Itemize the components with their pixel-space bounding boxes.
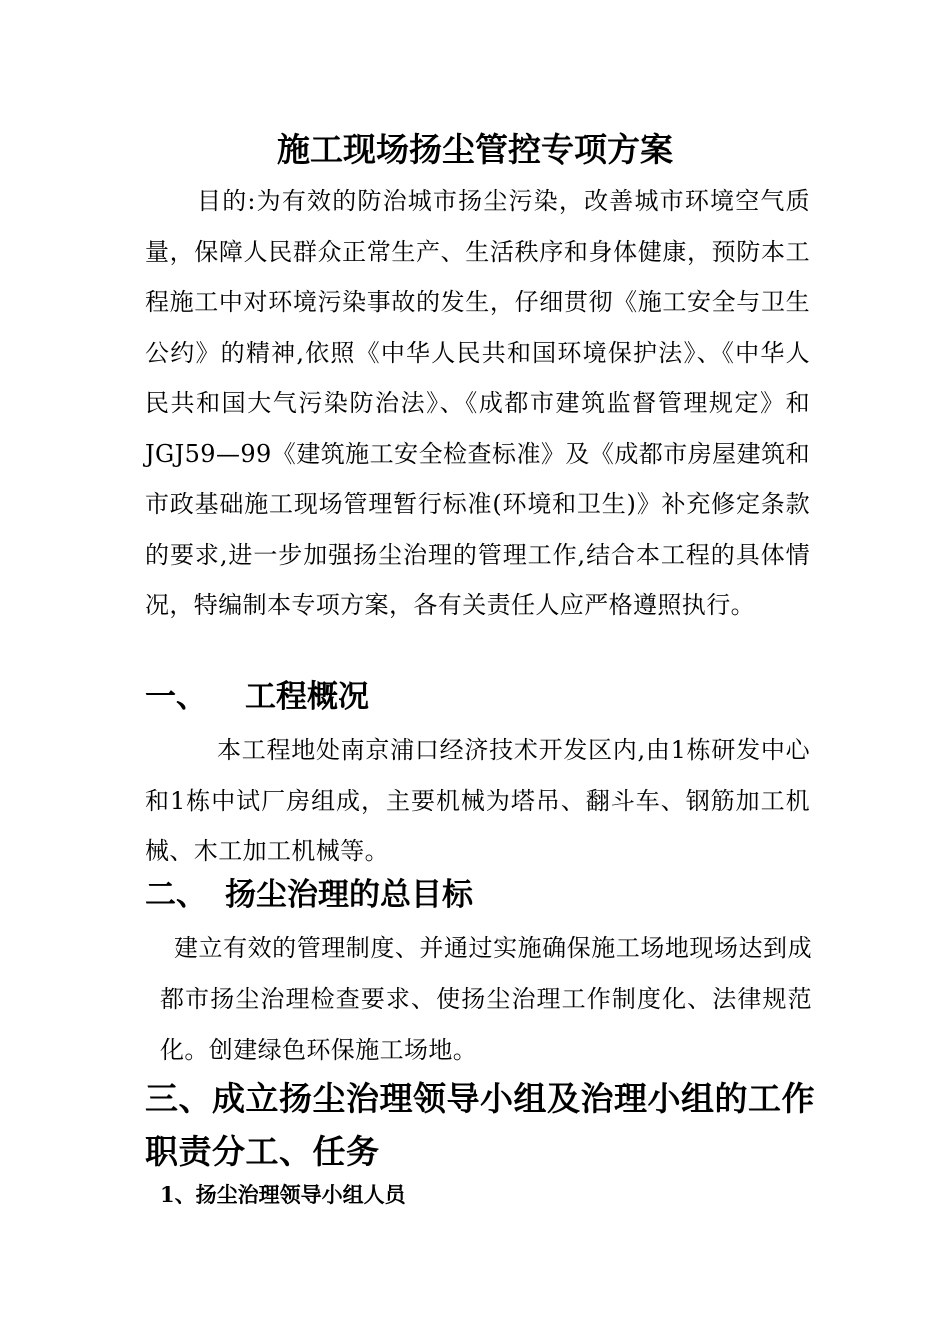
section-heading-overview (145, 673, 369, 721)
section-title: 成立扬尘治理领导小组及治理小组的工作职责分工、任务 (145, 1079, 815, 1171)
section-title: 扬尘治理的总目标 (225, 877, 473, 913)
section-heading-goal (145, 871, 473, 919)
goal-paragraph: 建立有效的管理制度、并通过实施确保施工场地现场达到成都市扬尘治理检查要求、使扬尘治理工作制度化、法律规范化。创建绿色环保施工场地。 (160, 934, 812, 1064)
overview-paragraph: 本工程地处南京浦口经济技术开发区内,由1栋研发中心和1栋中试厂房组成，主要机械为塔吊、翻斗车、钢筋加工机械、木工加工机械等。 (145, 736, 810, 865)
intro-paragraph: 目的:为有效的防治城市扬尘污染，改善城市环境空气质量，保障人民群众正常生产、生活秩序和身体健康，预防本工程施工中对环境污染事故的发生，仔细贯彻《施工安全与卫生公约》的精神,依照《中华人民共和国环境保护法》、《中华人民共和国大气污染防治法》、《成都市建筑监督管理规定》和 JGJ59—99《建筑施工安全检查标准》及《成都市房屋建筑和市政基础施工现场管理暂行标准(环境和卫生)》补充修定条款的要求,进一步加强扬尘治理的管理工作,结合本工程的具体情况，特编制本专项方案，各有关责任人应严格遵照执行。 (145, 187, 810, 619)
section-title: 工程概况 (245, 679, 369, 715)
section-number: 一、 (145, 679, 207, 715)
section-number: 二、 (145, 877, 207, 913)
subsection-heading-leadership-group: 1、扬尘治理领导小组人员 (160, 1182, 406, 1207)
section-heading-organization (145, 1072, 815, 1178)
document-title: 施工现场扬尘管控专项方案 (277, 130, 673, 169)
section-number: 三、 (145, 1079, 212, 1118)
